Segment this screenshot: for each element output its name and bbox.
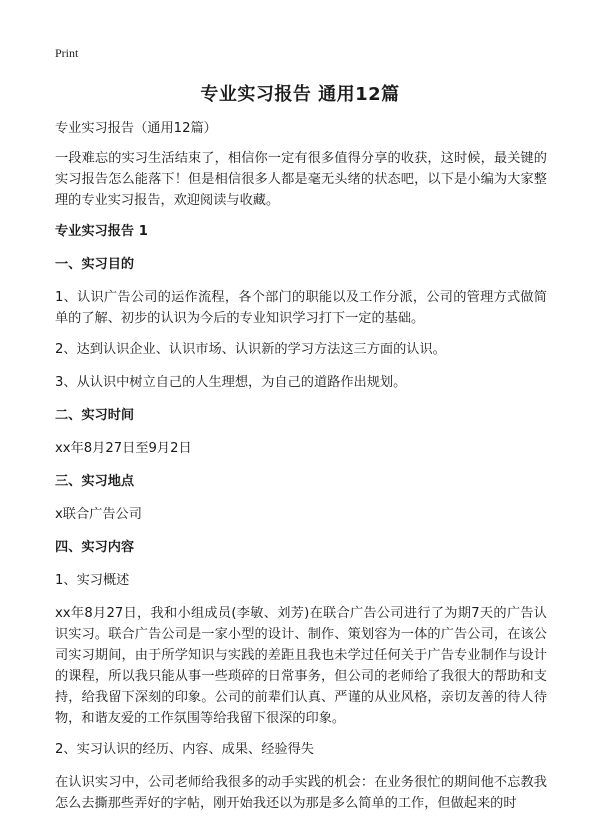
time-text: xx年8月27日至9月2日 — [55, 441, 192, 456]
section-heading-content: 四、实习内容 — [55, 540, 135, 555]
document-subtitle: 专业实习报告（通用12篇） — [55, 121, 217, 136]
subheading-experience: 2、实习认识的经历、内容、成果、经验得失 — [55, 742, 314, 757]
purpose-item-2: 2、达到认识企业、认识市场、认识新的学习方法这三方面的认识。 — [55, 342, 446, 357]
experience-paragraph: 在认识实习中，公司老师给我很多的动手实践的机会：在业务很忙的期间他不忘教我怎么去撕那些弄好的字帖，刚开始我还以为那是多么简单的工作，但做起来的时 — [55, 775, 547, 811]
report-heading: 专业实习报告 1 — [55, 224, 148, 239]
place-text: x联合广告公司 — [55, 507, 142, 522]
intro-paragraph: 一段难忘的实习生活结束了，相信你一定有很多值得分享的收获，这时候，最关键的实习报告怎么能落下！但是相信很多人都是毫无头绪的状态吧，以下是小编为大家整理的专业实习报告，欢迎阅读与收藏。 — [55, 151, 547, 208]
document-body — [55, 118, 547, 824]
purpose-item-3: 3、从认识中树立自己的人生理想，为自己的道路作出规划。 — [55, 375, 407, 390]
section-heading-place: 三、实习地点 — [55, 474, 135, 489]
subheading-overview: 1、实习概述 — [55, 573, 130, 588]
section-heading-time: 二、实习时间 — [55, 408, 135, 423]
purpose-item-1: 1、认识广告公司的运作流程，各个部门的职能以及工作分派，公司的管理方式做简单的了解、初步的认识为今后的专业知识学习打下一定的基础。 — [55, 290, 547, 326]
section-heading-purpose: 一、实习目的 — [55, 257, 135, 272]
overview-paragraph: xx年8月27日，我和小组成员(李敏、刘芳)在联合广告公司进行了为期7天的广告认识实习。联合广告公司是一家小型的设计、制作、策划容为一体的广告公司，在该公司实习期间，由于所学知识与实践的差距且我也未学过任何关于广告专业制作与设计的课程，所以我只能从事一些琐碎的日常事务，但公司的老师给了我很大的帮助和支持，给我留下深刻的印象。公司的前辈们认真、严谨的从业风格，亲切友善的待人待物，和谐友爱的工作氛围等给我留下很深的印象。 — [55, 606, 547, 726]
print-label: Print — [55, 46, 79, 60]
document-title: 专业实习报告 通用12篇 — [200, 84, 400, 105]
